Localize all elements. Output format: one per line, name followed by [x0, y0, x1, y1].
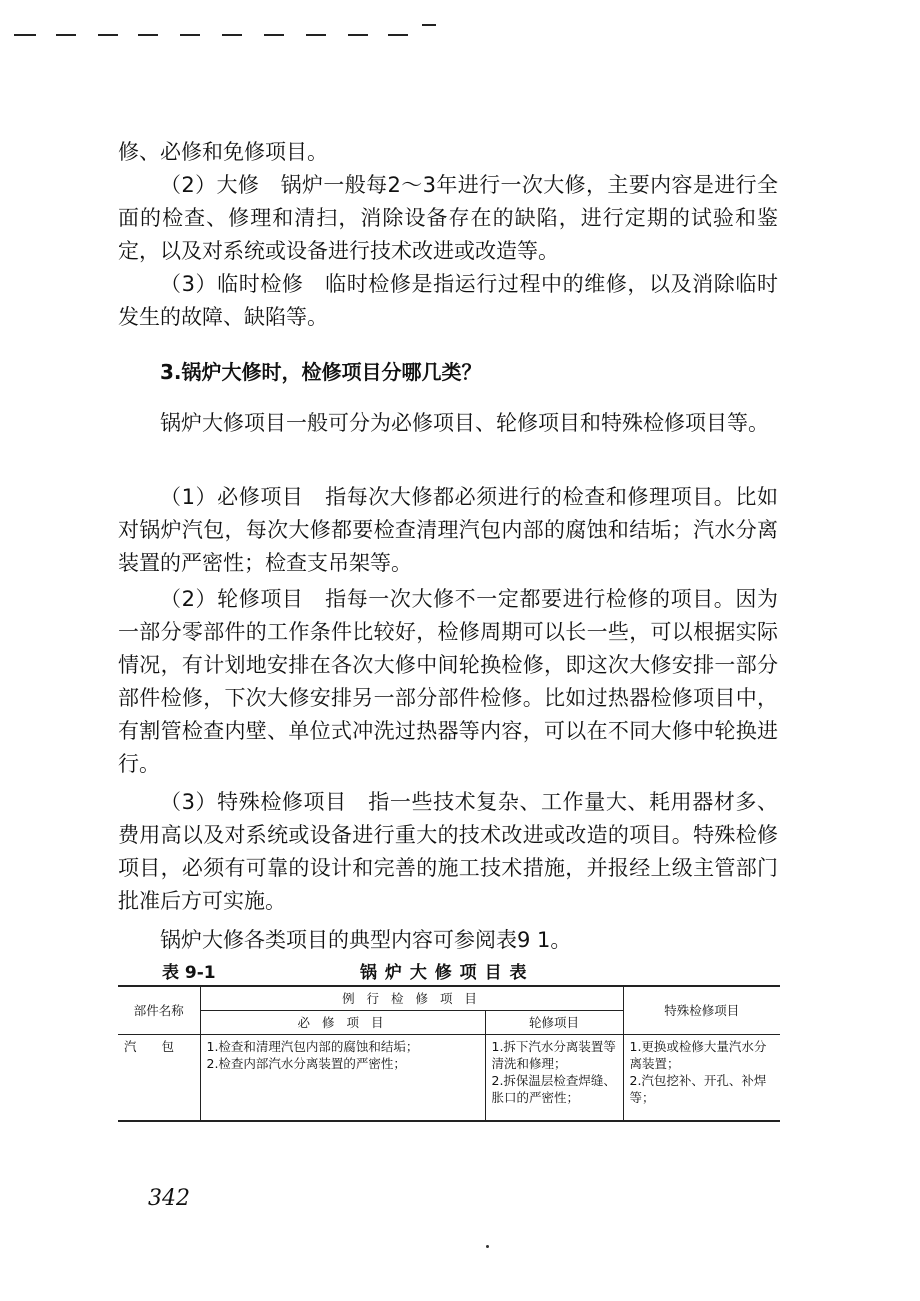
- table-caption: 锅 炉 大 修 项 目 表: [360, 963, 528, 983]
- scan-speck: [486, 1245, 489, 1248]
- paragraph-mandatory: （1）必修项目 指每次大修都必须进行的检查和修理项目。比如对锅炉汽包，每次大修都要检查清理汽包内部的腐蚀和结垢；汽水分离装置的严密性；检查支吊架等。: [118, 485, 778, 575]
- header-rotation: 轮修项目: [485, 1011, 623, 1035]
- header-special: 特殊检修项目: [623, 986, 780, 1035]
- paragraph-temporary-repair: （3）临时检修 临时检修是指运行过程中的维修，以及消除临时发生的故障、缺陷等。: [118, 272, 778, 329]
- paragraph-rotation: （2）轮修项目 指每一次大修不一定都要进行检修的项目。因为一部分零部件的工作条件比较好，检修周期可以长一些，可以根据实际情况，有计划地安排在各次大修中间轮换检修，即这次大修安排一部分部件检修，下次大修安排另一部分部件检修。比如过热器检修项目中，有割管检查内壁、单位式冲洗过热器等内容，可以在不同大修中轮换进行。: [118, 587, 778, 776]
- page-number: 342: [148, 1186, 190, 1211]
- paragraph-table-ref: 锅炉大修各类项目的典型内容可参阅表9 1。: [160, 928, 572, 952]
- section-heading: 3.锅炉大修时，检修项目分哪几类？: [160, 360, 482, 384]
- cell-mandatory: 1.检查和清理汽包内部的腐蚀和结垢； 2.检查内部汽水分离装置的严密性；: [200, 1035, 485, 1121]
- table-row: [118, 1035, 780, 1121]
- cell-rotation: 1.拆下汽水分离装置等清洗和修理； 2.拆保温层检查焊缝、胀口的严密性；: [485, 1035, 623, 1121]
- paragraph-1: 修、必修和免修项目。: [118, 140, 328, 164]
- cell-part: 汽 包: [118, 1035, 200, 1121]
- paragraph-major-overhaul: （2）大修 锅炉一般每2～3年进行一次大修，主要内容是进行全面的检查、修理和清扫，消除设备存在的缺陷，进行定期的试验和鉴定，以及对系统或设备进行技术改进或改造等。: [118, 173, 778, 263]
- paragraph-categories: 锅炉大修项目一般可分为必修项目、轮修项目和特殊检修项目等。: [160, 411, 769, 435]
- header-routine: 例 行 检 修 项 目: [200, 986, 623, 1011]
- overhaul-items-table: [118, 985, 780, 1122]
- cell-special: 1.更换或检修大量汽水分离装置； 2.汽包挖补、开孔、补焊等；: [623, 1035, 780, 1121]
- header-mandatory: 必 修 项 目: [200, 1011, 485, 1035]
- table-number: 表 9-1: [162, 963, 216, 983]
- header-part-name: 部件名称: [118, 986, 200, 1035]
- paragraph-special: （3）特殊检修项目 指一些技术复杂、工作量大、耗用器材多、费用高以及对系统或设备进行重大的技术改进或改造的项目。特殊检修项目，必须有可靠的设计和完善的施工技术措施，并报经上级主管部门批准后方可实施。: [118, 790, 778, 913]
